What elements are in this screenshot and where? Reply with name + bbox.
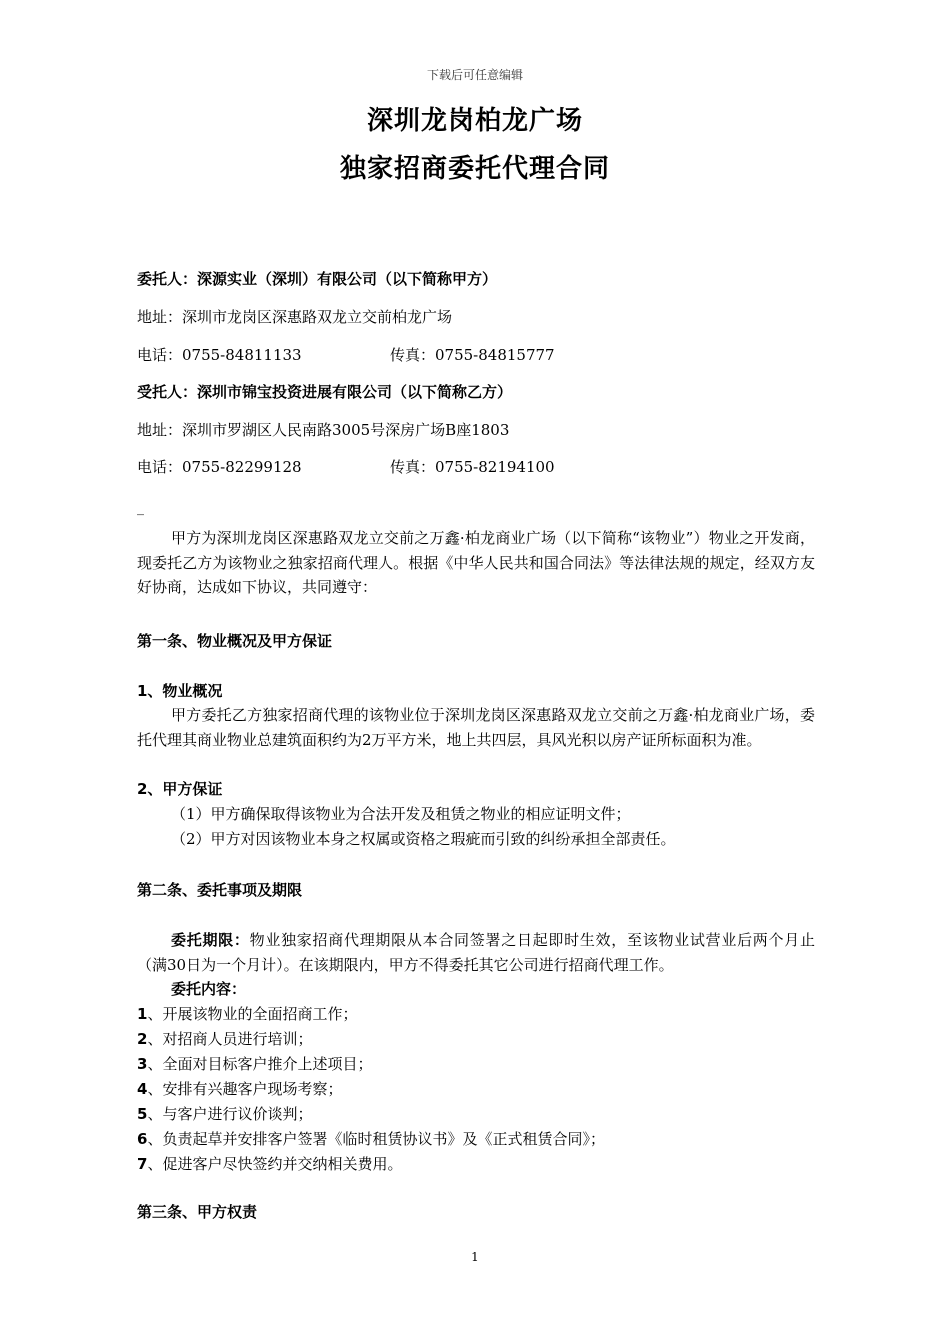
party-b-address: 地址：深圳市罗湖区人民南路3005号深房广场B座1803 <box>137 421 510 439</box>
term-label: 委托期限： <box>171 931 250 949</box>
title-line-1: 深圳龙岗柏龙广场 <box>366 106 583 136</box>
content-item: 4、安排有兴趣客户现场考察； <box>137 1080 343 1098</box>
intro-paragraph: 甲方为深圳龙岗区深惠路双龙立交前之万鑫·柏龙商业广场（以下简称“该物业”）物业之开发商，现委托乙方为该物业之独家招商代理人。根据《中华人民共和国合同法》等法律法规的规定，经双方友好协商，达成如下协议，共同遵守： <box>137 529 815 596</box>
party-a-name: 委托人：深源实业（深圳）有限公司（以下简称甲方） <box>137 270 498 288</box>
party-a-contact <box>137 344 817 365</box>
article-1-sec1-heading: 1、物业概况 <box>137 682 223 700</box>
content-item: 3、全面对目标客户推介上述项目； <box>137 1055 373 1073</box>
content-item: 5、与客户进行议价谈判； <box>137 1105 313 1123</box>
header-note: 下载后可任意编辑 <box>426 68 523 82</box>
content-item: 6、负责起草并安排客户签署《临时租赁协议书》及《正式租赁合同》； <box>137 1130 605 1148</box>
article-2-heading: 第二条、委托事项及期限 <box>137 881 303 899</box>
separator-mark: _ <box>137 500 144 516</box>
article-1-sec1-text: 甲方委托乙方独家招商代理的该物业位于深圳龙岗区深惠路双龙立交前之万鑫·柏龙商业广场，委托代理其商业物业总建筑面积约为2万平方米，地上共四层，具风光积以房产证所标面积为准。 <box>137 706 815 749</box>
article-1-sec2-heading: 2、甲方保证 <box>137 780 223 798</box>
party-b-fax: 传真：0755-82194100 <box>390 458 555 476</box>
content-item: 2、对招商人员进行培训； <box>137 1030 313 1048</box>
article-1-sec2-item-2: （2）甲方对因该物业本身之权属或资格之瑕疵而引致的纠纷承担全部责任。 <box>171 830 676 848</box>
article-1-heading: 第一条、物业概况及甲方保证 <box>137 632 333 650</box>
content-label: 委托内容： <box>171 980 247 998</box>
page-number: 1 <box>471 1250 479 1264</box>
title-line-2: 独家招商委托代理合同 <box>339 154 610 184</box>
party-b-contact <box>137 456 817 477</box>
party-a-phone: 电话：0755-84811133 <box>137 346 302 364</box>
term-text: 物业独家招商代理期限从本合同签署之日起即时生效，至该物业试营业后两个月止（满30日为一个月计）。在该期限内，甲方不得委托其它公司进行招商代理工作。 <box>137 931 815 974</box>
party-b-name: 受托人：深圳市锦宝投资进展有限公司（以下简称乙方） <box>137 383 513 401</box>
content-item: 7、促进客户尽快签约并交纳相关费用。 <box>137 1155 403 1173</box>
content-item: 1、开展该物业的全面招商工作； <box>137 1005 358 1023</box>
article-1-sec2-item-1: （1）甲方确保取得该物业为合法开发及租赁之物业的相应证明文件； <box>171 805 631 823</box>
article-2-term <box>137 928 815 977</box>
article-3-heading: 第三条、甲方权责 <box>137 1203 258 1221</box>
party-b-phone: 电话：0755-82299128 <box>137 458 302 476</box>
party-a-address: 地址：深圳市龙岗区深惠路双龙立交前柏龙广场 <box>137 308 453 326</box>
party-a-fax: 传真：0755-84815777 <box>390 346 555 364</box>
